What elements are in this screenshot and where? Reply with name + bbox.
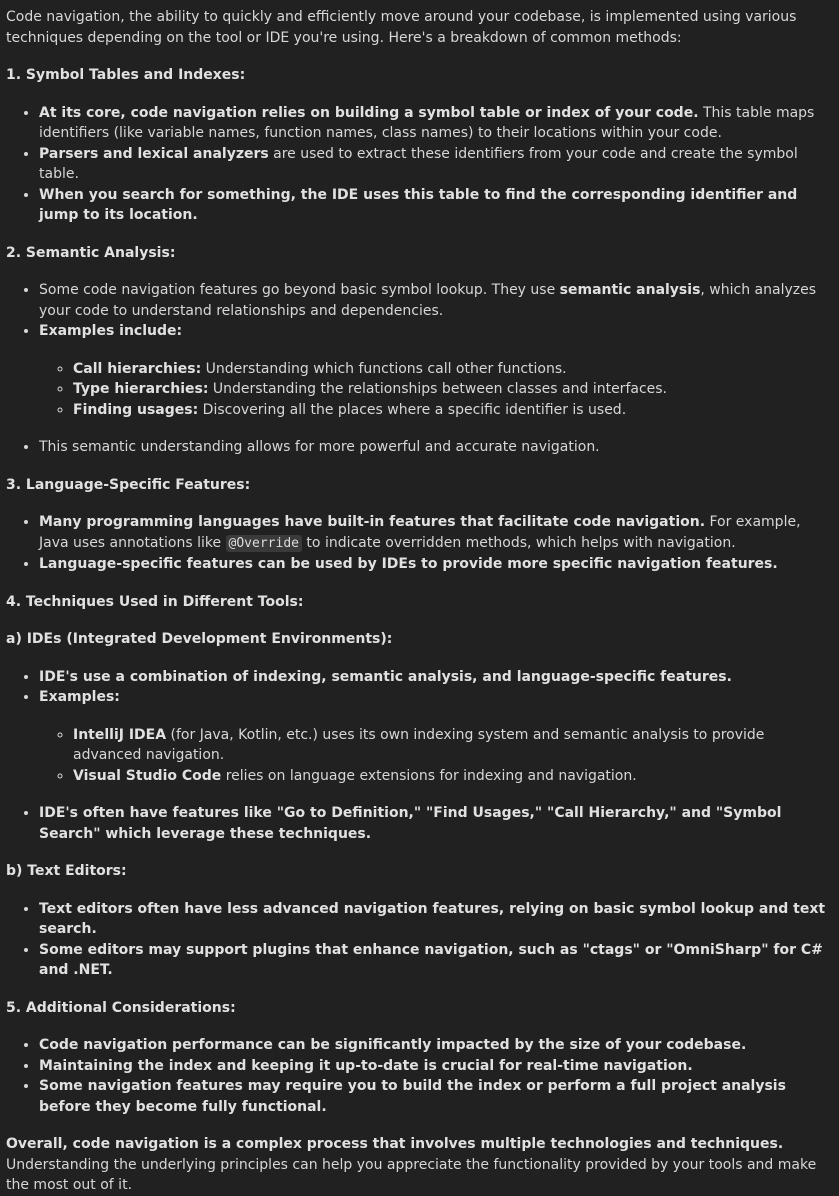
section-5-list <box>6 1035 833 1117</box>
section-4b-heading <box>6 861 833 882</box>
section-2-heading <box>6 243 833 264</box>
bold-text: Examples include: <box>39 323 183 339</box>
bold-text: Parsers and lexical analyzers <box>39 145 269 162</box>
section-4a-heading-text: a) IDEs (Integrated Development Environments): <box>6 631 393 647</box>
list-item <box>39 1056 833 1077</box>
bold-text: IDE's use a combination of indexing, semantic analysis, and language-specific features. <box>39 668 732 685</box>
list-item <box>73 359 833 380</box>
inline-code: @Override <box>226 535 302 552</box>
section-2-list <box>6 280 833 458</box>
bold-text: At its core, code navigation relies on building a symbol table or index of your code. <box>39 104 699 121</box>
list-item <box>39 321 833 420</box>
text: to indicate overridden methods, which helps with navigation. <box>301 534 736 551</box>
list-item <box>39 144 833 185</box>
bold-text: Maintaining the index and keeping it up-to-date is crucial for real-time navigation. <box>39 1057 693 1074</box>
text: , which analyzes your code to understand relationships and dependencies. <box>39 282 817 319</box>
text: relies on language extensions for indexing and navigation. <box>221 767 637 784</box>
text: Discovering all the places where a specific identifier is used. <box>198 401 627 418</box>
section-2-heading-text: 2. Semantic Analysis: <box>6 244 176 261</box>
section-5-heading <box>6 998 833 1019</box>
text: Understanding the underlying principles can help you appreciate the functionality provided by your tools and make the most out of it. <box>6 1156 817 1193</box>
bold-text: Some navigation features may require you to build the index or perform a full project analysis before they become fully functional. <box>39 1078 786 1115</box>
bold-text: Many programming languages have built-in features that facilitate code navigation. <box>39 514 706 530</box>
text: are used to extract these identifiers from your code and create the symbol table. <box>39 145 798 182</box>
text: Understanding the relationships between classes and interfaces. <box>208 381 668 397</box>
list-item <box>39 899 833 940</box>
intro-paragraph <box>6 7 833 48</box>
bold-text: When you search for something, the IDE uses this table to find the corresponding identifier and jump to its location. <box>39 186 798 223</box>
text: For example, Java uses annotations like <box>39 514 801 551</box>
section-2-sublist <box>39 359 833 421</box>
section-1-heading-text: 1. Symbol Tables and Indexes: <box>6 67 246 83</box>
bold-text: Visual Studio Code <box>73 767 222 784</box>
intro-text: Code navigation, the ability to quickly and efficiently move around your codebase, is implemented using various techniques depending on the tool or IDE you're using. Here's a breakdown of common methods: <box>6 9 797 46</box>
list-item <box>39 103 833 144</box>
list-item <box>39 1035 833 1056</box>
section-1-list <box>6 103 833 226</box>
section-3-list <box>6 512 833 575</box>
bold-text: semantic analysis <box>559 282 701 298</box>
section-4a-sublist <box>39 725 833 787</box>
list-item <box>73 766 833 787</box>
list-item <box>39 687 833 786</box>
list-item <box>39 437 833 458</box>
section-5-heading-text: 5. Additional Considerations: <box>6 999 236 1016</box>
section-3-heading <box>6 475 833 496</box>
section-4-heading <box>6 592 833 613</box>
bold-text: Text editors often have less advanced navigation features, relying on basic symbol lookup and text search. <box>39 900 826 937</box>
list-item <box>39 185 833 226</box>
text: This semantic understanding allows for more powerful and accurate navigation. <box>39 439 600 455</box>
list-item <box>39 1076 833 1117</box>
bold-text: Overall, code navigation is a complex process that involves multiple technologies and techniques. <box>6 1136 784 1152</box>
list-item <box>73 400 833 421</box>
bold-text: Type hierarchies: <box>73 381 209 397</box>
list-item <box>39 940 833 981</box>
text: (for Java, Kotlin, etc.) uses its own indexing system and semantic analysis to provide advanced navigation. <box>73 726 765 763</box>
section-4a-list <box>6 667 833 845</box>
bold-text: Finding usages: <box>73 401 199 418</box>
list-item <box>39 554 833 575</box>
bold-text: IDE's often have features like "Go to Definition," "Find Usages," "Call Hierarchy," and "Symbol Search" which leverage these techniques. <box>39 805 782 842</box>
list-item <box>73 379 833 400</box>
section-3-heading-text: 3. Language-Specific Features: <box>6 476 251 493</box>
list-item <box>39 803 833 844</box>
section-4b-list <box>6 899 833 981</box>
bold-text: Code navigation performance can be significantly impacted by the size of your codebase. <box>39 1037 747 1053</box>
bold-text: Call hierarchies: <box>73 360 202 377</box>
text: Some code navigation features go beyond basic symbol lookup. They use <box>39 282 560 298</box>
list-item <box>39 512 833 554</box>
bold-text: IntelliJ IDEA <box>73 726 167 743</box>
text: This table maps identifiers (like variable names, function names, class names) to their locations within your code. <box>39 104 815 141</box>
list-item <box>73 725 833 766</box>
list-item <box>39 280 833 321</box>
list-item <box>39 667 833 688</box>
bold-text: Language-specific features can be used by IDEs to provide more specific navigation features. <box>39 556 778 572</box>
bold-text: Some editors may support plugins that enhance navigation, such as "ctags" or "OmniSharp" for C# and .NET. <box>39 941 823 978</box>
text: Understanding which functions call other functions. <box>201 360 567 377</box>
section-1-heading <box>6 65 833 86</box>
section-4b-heading-text: b) Text Editors: <box>6 863 127 879</box>
section-4-heading-text: 4. Techniques Used in Different Tools: <box>6 593 304 610</box>
section-4a-heading <box>6 629 833 650</box>
bold-text: Examples: <box>39 689 120 705</box>
